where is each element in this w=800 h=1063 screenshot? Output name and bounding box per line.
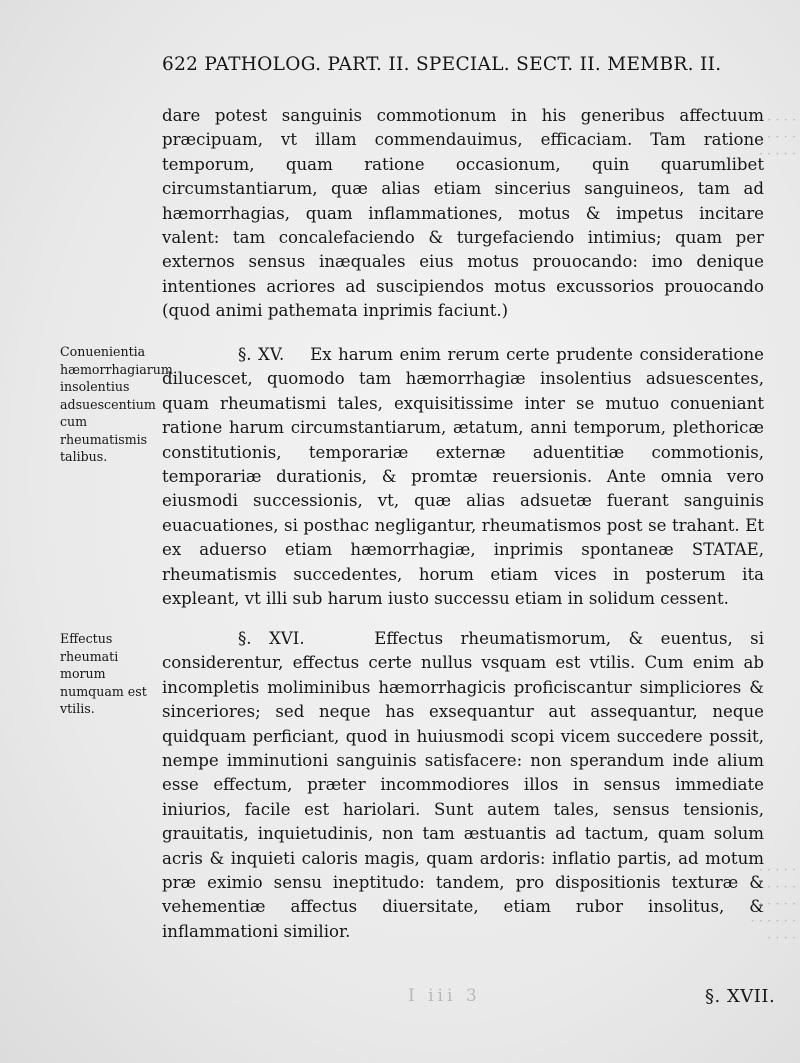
bleed-through-text: · · · · · · · · · · · · · · · · · · · · · · · · · ·	[750, 863, 796, 946]
section-number: §. XVI.	[238, 629, 305, 648]
paragraph-text: Ex harum enim rerum certe prudente consideratione dilucescet, quomodo tam hæmorrhagiæ insolentius adsuescentes, quam rheumatismi tales, exquisitissime inter se mutuo conueniant ratione harum circumstantiarum, ætatum, anni temporum, plethoricæ constitutionis, temporariæ externæ aduentitiæ commotionis, temporariæ durationis, & promtæ reuersionis. Ante omnia vero eiusmodi successionis, vt, quæ alias adsuetæ fuerant sanguinis euacuationes, si posthac negligantur, rheumatismos post se trahant. Et ex aduerso etiam hæmorrhagiæ, inprimis spontaneæ STATAE, rheumatismis succedentes, horum etiam vices in posterum ita expleant, vt illi sub harum iusto successu etiam in solidum cessent.	[162, 345, 764, 609]
page-number: 622	[162, 54, 199, 75]
paragraph-text: dare potest sanguinis commotionum in his generibus affectuum præcipuam, vt illam commendauimus, efficaciam. Tam ratione temporum, quam ratione occasionum, quin quarumlibet circumstantiarum, quæ alias etiam sincerius sanguineos, tam ad hæmorrhagias, quam inflammationes, motus & impetus incitare valent: tam concalefaciendo & turgefaciendo intimius; quam per externos sensus inæquales eius motus prouocando: imo denique intentiones acriores ad suscipiendos motus excussorios prouocando (quod animi pathemata inprimis faciunt.)	[162, 106, 764, 321]
margin-note-conuenientia: Conuenientia hæmorrhagiarum insolentius adsuescentium cum rheumatismis talibus.	[60, 344, 173, 464]
paragraph-text: Effectus rheumatismorum, & euentus, si considerentur, effectus certe nullus vsquam est vtilis. Cum enim ab incompletis moliminibus hæmorrhagicis proficiscantur simpliciores & sinceriores; sed neque has exsequantur aut assequantur, neque quidquam perficiant, quod in huiusmodi scopi vicem succedere possit, nempe imminutioni sanguinis satisfacere: non sperandum inde alium esse effectum, præter incommodiores illos in sensus immediate iniurios, facile est hariolari. Sunt autem tales, sensus tensionis, grauitatis, inquietudinis, non tam æstuantis ad tactum, quam solum acris & inquieti caloris magis, quam ardoris: inflatio partis, ad motum præ eximio sensu ineptitudo: tandem, pro dispositionis texturæ & vehementiæ affectus diuersitate, etiam rubor insolitus, & inflammationi similior.	[162, 629, 765, 941]
catchword: §. XVII.	[705, 986, 776, 1007]
section-number: §. XV.	[238, 345, 285, 364]
section-xvi	[162, 627, 764, 944]
running-header	[162, 54, 722, 75]
running-head: PATHOLOG. PART. II. SPECIAL. SECT. II. MEMBR. II.	[204, 54, 722, 75]
bleed-through-text: · · · · · · · · · · · · · · · ·	[750, 113, 796, 162]
margin-note-effectus: Effectus rheumati morum numquam est vtilis.	[60, 631, 147, 716]
section-xv	[162, 343, 764, 611]
signature-mark: I iii 3	[408, 986, 481, 1006]
paragraph-continuation	[162, 104, 764, 324]
